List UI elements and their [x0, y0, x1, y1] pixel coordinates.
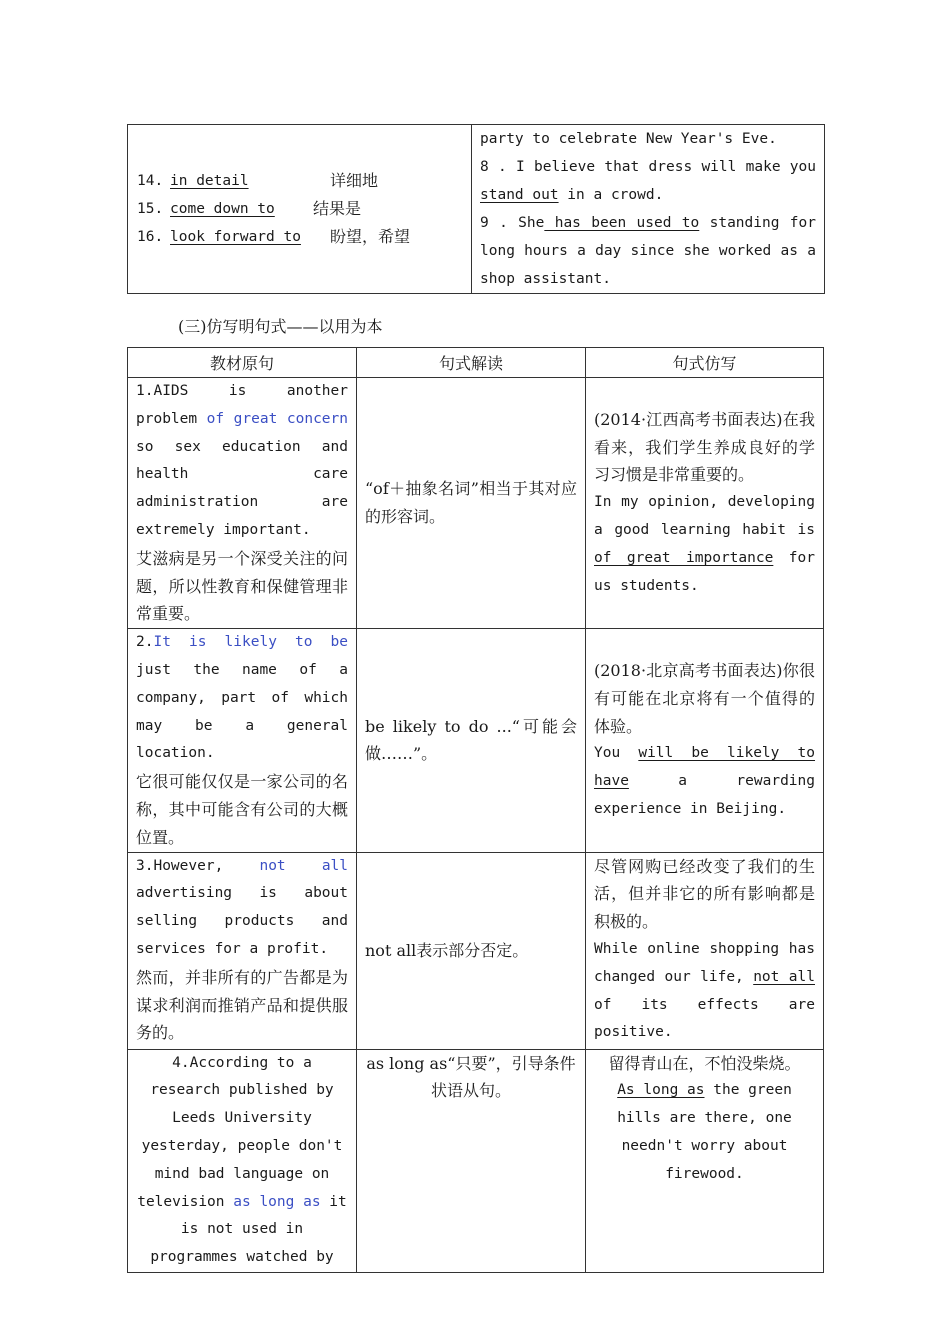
sentence-8: 8 . I believe that dress will make you stand out in a crowd.	[480, 159, 816, 203]
imitation-cell	[586, 378, 824, 629]
explanation-cell: as long as“只要”，引导条件状语从句。	[357, 1049, 586, 1272]
original-translation: 它很可能仅仅是一家公司的名称，其中可能含有公司的大概位置。	[136, 772, 348, 847]
table-row	[128, 378, 824, 629]
highlight-phrase: of great concern	[206, 410, 348, 427]
table-row	[128, 1049, 824, 1272]
table-row	[128, 629, 824, 852]
original-sentence-cell: 4.According to a research published by Leeds University yesterday, people don't mind bad language on television as long as it is not used in programmes watched by	[128, 1049, 357, 1272]
original-sentence-cell: 1.AIDS is another problem of great concern so sex education and health care administration are extremely important. 艾滋病是另一个深受关注的问题，所以性教育和保健管理非常重要。	[128, 378, 357, 629]
explanation-cell: “of＋抽象名词”相当于其对应的形容词。	[357, 378, 586, 629]
original-translation: 然而，并非所有的广告都是为谋求利润而推销产品和提供服务的。	[136, 967, 348, 1043]
explanation-cell: not all表示部分否定。	[357, 852, 586, 1049]
imitation-cell	[586, 629, 824, 852]
sentence-examples-cell	[472, 125, 825, 294]
highlight-phrase: as long as	[233, 1193, 321, 1210]
original-translation: 艾滋病是另一个深受关注的问题，所以性教育和保健管理非常重要。	[136, 548, 348, 624]
phrase-number: 16.	[137, 229, 164, 245]
phrase-item	[137, 167, 471, 195]
imitation-answer: As long as the green hills are there, one needn't worry about firewood.	[617, 1082, 792, 1182]
section-title: (三)仿写明句式——以用为本	[178, 317, 383, 336]
highlight-phrase: not all	[259, 857, 349, 874]
imitation-answer: While online shopping has changed our life, not all of its effects are positive.	[594, 940, 815, 1041]
original-sentence-cell: 3.However, not all advertising is about selling products and services for a profit. 然而，并非所有的广告都是为谋求利润而推销产品和提供服务的。	[128, 852, 357, 1049]
vocabulary-table	[127, 124, 825, 294]
sentence-pattern-table	[127, 347, 824, 1273]
header-original: 教材原句	[128, 348, 357, 378]
sentence-9: 9 . She has been used to standing for long hours a day since she worked as a shop assistant.	[480, 215, 816, 287]
table-row	[128, 852, 824, 1049]
imitation-answer: You will be likely to have a rewarding experience in Beijing.	[594, 745, 816, 817]
phrase-number: 14.	[137, 173, 164, 189]
sentence-9-phrase: has been used to	[544, 215, 700, 231]
phrase-item	[137, 195, 471, 223]
sentence-examples	[472, 125, 824, 293]
header-explanation: 句式解读	[357, 348, 586, 378]
phrase-english: in detail	[170, 173, 249, 189]
imitation-prompt: 留得青山在，不怕没柴烧。	[608, 1053, 801, 1073]
phrase-english: come down to	[170, 201, 275, 217]
imitation-prompt: (2014·江西高考书面表达)在我看来，我们学生养成良好的学习习惯是非常重要的。	[594, 409, 815, 485]
phrase-chinese: 详细地	[330, 171, 379, 190]
highlight-phrase: It is likely to be	[153, 634, 348, 651]
phrase-item	[137, 223, 471, 251]
phrase-list-cell	[128, 125, 472, 294]
phrase-number: 15.	[137, 201, 164, 217]
phrase-list	[128, 167, 471, 251]
phrase-chinese: 盼望，希望	[330, 227, 411, 246]
sentence-8-phrase: stand out	[480, 187, 559, 203]
sentence-fragment: party to celebrate New Year's Eve.	[480, 131, 777, 147]
header-imitation: 句式仿写	[586, 348, 824, 378]
imitation-answer: In my opinion, developing a good learning habit is of great importance for us students.	[594, 494, 815, 594]
imitation-prompt: 尽管网购已经改变了我们的生活，但并非它的所有影响都是积极的。	[594, 856, 815, 932]
table-header-row	[128, 348, 824, 378]
imitation-cell	[586, 1049, 824, 1272]
phrase-english: look forward to	[170, 229, 301, 245]
explanation-cell: be likely to do ...“可能会做……”。	[357, 629, 586, 852]
phrase-chinese: 结果是	[313, 199, 362, 218]
original-sentence-cell: 2.It is likely to be just the name of a company, part of which may be a general location. 它很可能仅仅是一家公司的名称，其中可能含有公司的大概位置。	[128, 629, 357, 852]
imitation-prompt: (2018·北京高考书面表达)你很有可能在北京将有一个值得的体验。	[594, 660, 815, 736]
imitation-cell	[586, 852, 824, 1049]
